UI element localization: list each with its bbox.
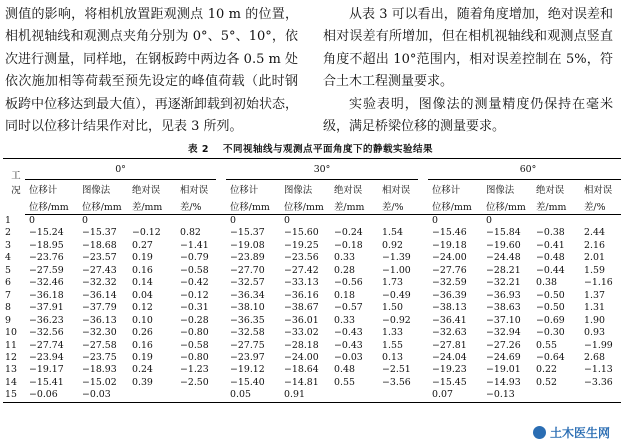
column-header-row-top (3, 180, 621, 198)
table-cell: −0.18 (334, 239, 363, 251)
table-cell: −0.92 (382, 314, 411, 326)
table-cell: −0.48 (536, 252, 565, 264)
watermark-text: 土木医生网 (549, 426, 610, 440)
col-header: 位移/mm (78, 197, 128, 215)
case-cell: 7 (5, 289, 11, 301)
table-cell: −15.41 (29, 376, 64, 388)
table-cell: −28.21 (486, 264, 521, 276)
table-cell: −0.41 (536, 239, 565, 251)
table-cell: −36.93 (486, 289, 521, 301)
table-cell: −19.01 (486, 364, 521, 376)
table-cell: −27.81 (432, 339, 467, 351)
angle-header-30: 30° (226, 159, 418, 180)
table-row (3, 290, 621, 302)
table-cell: −32.94 (486, 327, 521, 339)
table-cell: −24.69 (486, 351, 521, 363)
table-cell: 1.90 (584, 314, 605, 326)
left-text-column (5, 4, 298, 138)
col-header: 相对误 (382, 184, 411, 196)
table-cell: −0.58 (180, 264, 209, 276)
table-cell: 0 (230, 215, 236, 226)
table-row (3, 227, 621, 239)
col-header: 绝对误 (334, 184, 363, 196)
table-cell: −0.28 (180, 314, 209, 326)
table-row (3, 364, 621, 376)
table-cell: −14.81 (284, 376, 319, 388)
table-cell: −0.80 (180, 351, 209, 363)
table-cell: 0.33 (334, 314, 355, 326)
table-cell: 0.26 (132, 327, 153, 339)
left-paragraph-1: 测值的影响，将相机放置距观测点 10 m 的位置，相机视轴线和观测点夹角分别为 0°、5°、10°，依次进行测量，同样地，在钢板跨中两边各 0.5 m 处依次施加相等荷载至预先设定的峰值荷载（此时钢板跨中位移达到最大值），再逐渐卸载到初始状态，同时以位移计结果作对比，见表 3 所列。 (5, 7, 298, 135)
table-cell: −0.06 (25, 389, 78, 402)
table-cell: −0.12 (180, 289, 209, 301)
spacer-cell (418, 215, 428, 228)
table-cell: 0.93 (584, 327, 605, 339)
table-cell: −23.56 (284, 252, 319, 264)
table-cell: −1.39 (382, 252, 411, 264)
table-cell: −18.93 (82, 364, 117, 376)
spacer-cell (216, 240, 226, 252)
table-cell: −3.36 (584, 376, 613, 388)
table-cell: 1.33 (382, 327, 403, 339)
table-cell: 2.01 (584, 252, 605, 264)
col-header: 位移计 (29, 184, 58, 196)
table-cell: 0.28 (334, 264, 355, 276)
table-cell: −1.16 (584, 277, 613, 289)
col-header: 图像法 (486, 184, 515, 196)
right-paragraph-2: 实验表明，图像法的测量精度仍保持在毫米级，满足桥梁位移的测量要求。 (323, 96, 613, 135)
table-cell: 0.82 (180, 227, 201, 239)
table-cell: 1.31 (584, 302, 605, 314)
table-cell: −33.13 (284, 277, 319, 289)
case-cell: 2 (5, 227, 11, 239)
col-header: 位移计 (230, 184, 259, 196)
col-header: 位移/mm (280, 197, 330, 215)
table-caption-number: 表 2 (188, 144, 209, 155)
table-cell (532, 215, 580, 228)
table-cell: −32.57 (230, 277, 265, 289)
table-cell: −32.58 (230, 327, 265, 339)
table-cell: −18.64 (284, 364, 319, 376)
table-cell: −23.89 (230, 252, 265, 264)
table-cell: −36.16 (284, 289, 319, 301)
spacer-cell (418, 315, 428, 327)
spacer-cell (418, 377, 428, 389)
table-cell: 0.33 (334, 252, 355, 264)
table-cell: −32.59 (432, 277, 467, 289)
table-cell: 1.37 (584, 289, 605, 301)
table-cell: −0.50 (536, 289, 565, 301)
table-cell: 0.19 (132, 252, 153, 264)
table-cell: −19.17 (29, 364, 64, 376)
table-cell: −15.45 (432, 376, 467, 388)
table-cell: −19.23 (432, 364, 467, 376)
table-cell: −32.32 (82, 277, 117, 289)
table-cell: −0.12 (132, 227, 161, 239)
table-cell: −32.63 (432, 327, 467, 339)
table-cell: 0.18 (334, 289, 355, 301)
col-header: 相对误 (180, 184, 209, 196)
table-cell: 2.16 (584, 239, 605, 251)
table-cell: −0.13 (482, 389, 532, 402)
table-row (3, 315, 621, 327)
col-header: 绝对误 (132, 184, 161, 196)
spacer-cell (216, 227, 226, 239)
table-cell: −24.00 (284, 351, 319, 363)
table-cell: −0.31 (180, 302, 209, 314)
table-cell: −36.39 (432, 289, 467, 301)
table-cell: −33.02 (284, 327, 319, 339)
table-cell: −15.02 (82, 376, 117, 388)
table-cell: −15.84 (486, 227, 521, 239)
spacer-cell (418, 227, 428, 239)
table-cell (330, 389, 378, 402)
table-cell: −38.67 (284, 302, 319, 314)
table-cell: 0.39 (132, 376, 153, 388)
table-cell: 2.68 (584, 351, 605, 363)
table-cell: −27.42 (284, 264, 319, 276)
table-cell: −0.50 (536, 302, 565, 314)
table-cell: −2.51 (382, 364, 411, 376)
table-row (3, 352, 621, 364)
table-cell: −23.75 (82, 351, 117, 363)
col-header: 相对误 (584, 184, 613, 196)
table-cell: 0.13 (382, 351, 403, 363)
spacer-cell (418, 290, 428, 302)
table-cell: −15.24 (29, 227, 64, 239)
table-cell: −24.04 (432, 351, 467, 363)
table-cell: −28.18 (284, 339, 319, 351)
table-cell: −27.43 (82, 264, 117, 276)
angle-header-60: 60° (428, 159, 621, 180)
table-cell (176, 215, 216, 228)
right-paragraph-1: 从表 3 可以看出，随着角度增加，绝对误差和相对误差有所增加，但在相机视轴线和观测点竖直角度不超出 10°范围内，相对误差控制在 5%，符合土木工程测量要求。 (323, 7, 613, 90)
table-cell: −19.12 (230, 364, 265, 376)
table-cell: −36.14 (82, 289, 117, 301)
table-cell: 0 (432, 215, 438, 226)
table-cell: 0.38 (536, 277, 557, 289)
table-cell: 0.19 (132, 351, 153, 363)
table-cell: −1.99 (584, 339, 613, 351)
table-cell (378, 389, 418, 402)
spacer-cell (216, 315, 226, 327)
case-cell: 6 (5, 277, 11, 289)
table-cell: −0.38 (536, 227, 565, 239)
case-cell: 9 (5, 314, 11, 326)
table-cell: −36.13 (82, 314, 117, 326)
table-cell: −0.49 (382, 289, 411, 301)
case-cell: 13 (5, 364, 17, 376)
table-cell: −15.37 (230, 227, 265, 239)
angle-header-0: 0° (25, 159, 216, 180)
table-cell: −0.64 (536, 351, 565, 363)
col-header: 图像法 (284, 184, 313, 196)
spacer-cell (216, 277, 226, 289)
table-cell: −36.01 (284, 314, 319, 326)
table-cell: −0.56 (334, 277, 363, 289)
spacer-cell (216, 377, 226, 389)
table-cell: −0.79 (180, 252, 209, 264)
table-cell: 0.22 (536, 364, 557, 376)
table-cell: −32.30 (82, 327, 117, 339)
table-cell: −2.50 (180, 376, 209, 388)
table-cell: −0.57 (334, 302, 363, 314)
table-cell: −32.46 (29, 277, 64, 289)
spacer-cell (418, 240, 428, 252)
table-row (3, 252, 621, 264)
table-cell: −27.59 (29, 264, 64, 276)
table-row (3, 240, 621, 252)
table-cell: −1.23 (180, 364, 209, 376)
table-cell: −36.35 (230, 314, 265, 326)
spacer-cell (418, 277, 428, 289)
table-cell: −19.25 (284, 239, 319, 251)
right-text-column (323, 4, 613, 138)
case-cell: 1 (5, 214, 11, 226)
table-cell (580, 389, 621, 402)
table-cell: −23.57 (82, 252, 117, 264)
table-cell: 0 (284, 215, 290, 226)
table-cell: −37.79 (82, 302, 117, 314)
table-cell: 0.07 (428, 389, 482, 402)
spacer-cell (216, 340, 226, 352)
table-row (3, 377, 621, 389)
table-cell: −36.23 (29, 314, 64, 326)
table-cell: −0.80 (180, 327, 209, 339)
table-cell: 0.52 (536, 376, 557, 388)
col-header: 差/% (580, 197, 621, 215)
table-cell: −14.93 (486, 376, 521, 388)
table-cell: 0.92 (382, 239, 403, 251)
spacer-cell (216, 290, 226, 302)
table-cell: 0.91 (280, 389, 330, 402)
table-cell: −0.44 (536, 264, 565, 276)
col-header: 绝对误 (536, 184, 565, 196)
table-cell: −15.60 (284, 227, 319, 239)
table-cell: 0 (82, 215, 88, 226)
table-row (3, 340, 621, 352)
table-cell (128, 215, 176, 228)
col-header: 位移计 (432, 184, 461, 196)
table-cell: −32.21 (486, 277, 521, 289)
table-row (3, 302, 621, 314)
case-header: 工况 (3, 159, 25, 215)
table-cell: 0 (29, 215, 35, 226)
table-cell: −23.97 (230, 351, 265, 363)
spacer-cell (418, 252, 428, 264)
table-cell: −19.08 (230, 239, 265, 251)
table-cell: −24.00 (432, 252, 467, 264)
col-header: 位移/mm (226, 197, 280, 215)
table-cell: −0.03 (78, 389, 128, 402)
table-cell: −38.63 (486, 302, 521, 314)
table-cell: 1.59 (584, 264, 605, 276)
table-cell: 2.44 (584, 227, 605, 239)
table-cell (176, 389, 216, 402)
case-cell: 11 (5, 339, 17, 351)
table-cell (580, 215, 621, 228)
table-cell: −18.68 (82, 239, 117, 251)
table-cell: −27.75 (230, 339, 265, 351)
table-cell: 0.55 (536, 339, 557, 351)
table-cell: −0.24 (334, 227, 363, 239)
case-cell: 5 (5, 264, 11, 276)
table-cell: 0.16 (132, 339, 153, 351)
spacer-cell (216, 364, 226, 376)
table-cell: −32.56 (29, 327, 64, 339)
table-cell: −0.42 (180, 277, 209, 289)
table-cell: 1.55 (382, 339, 403, 351)
table-cell: 1.73 (382, 277, 403, 289)
watermark (530, 423, 613, 442)
table-cell: −27.70 (230, 264, 265, 276)
spacer-cell (216, 215, 226, 228)
table-cell (378, 215, 418, 228)
watermark-logo-icon (533, 426, 546, 439)
spacer-cell (418, 340, 428, 352)
table-body (3, 215, 621, 403)
table-caption (0, 141, 621, 155)
table-cell: −3.56 (382, 376, 411, 388)
table-cell: 0.55 (334, 376, 355, 388)
col-header: 位移/mm (482, 197, 532, 215)
case-cell: 8 (5, 302, 11, 314)
spacer-cell (418, 352, 428, 364)
table-cell: −36.41 (432, 314, 467, 326)
col-header: 差/% (378, 197, 418, 215)
case-cell: 14 (5, 376, 17, 388)
angle-header-row (3, 159, 621, 180)
col-header: 位移/mm (25, 197, 78, 215)
table-cell: −1.41 (180, 239, 209, 251)
table-cell: −15.40 (230, 376, 265, 388)
spacer-cell (216, 302, 226, 314)
table-row (3, 265, 621, 277)
table-cell: −37.10 (486, 314, 521, 326)
table-cell: −19.60 (486, 239, 521, 251)
spacer-cell (216, 389, 226, 402)
table-row (3, 215, 621, 228)
table-cell: −37.91 (29, 302, 64, 314)
table-cell: −19.18 (432, 239, 467, 251)
table-cell: −27.74 (29, 339, 64, 351)
table-cell: 0.14 (132, 277, 153, 289)
col-header: 差/% (176, 197, 216, 215)
table-cell: −0.69 (536, 314, 565, 326)
col-header: 差/mm (330, 197, 378, 215)
results-table (3, 158, 621, 403)
table-cell: −23.94 (29, 351, 64, 363)
table-cell: 0.05 (226, 389, 280, 402)
spacer-cell (418, 364, 428, 376)
table-cell: −15.37 (82, 227, 117, 239)
col-header: 图像法 (82, 184, 111, 196)
case-cell: 12 (5, 351, 17, 363)
table-cell: −1.00 (382, 264, 411, 276)
table-cell: −23.76 (29, 252, 64, 264)
table-cell: 0.10 (132, 314, 153, 326)
table-cell: −1.13 (584, 364, 613, 376)
spacer-cell (216, 352, 226, 364)
column-header-row-bottom (3, 197, 621, 215)
table-cell: −0.43 (334, 339, 363, 351)
table-cell: −27.26 (486, 339, 521, 351)
case-cell: 3 (5, 239, 11, 251)
table-cell: 0.24 (132, 364, 153, 376)
case-cell: 10 (5, 327, 17, 339)
spacer-cell (418, 327, 428, 339)
spacer-cell (418, 302, 428, 314)
table-cell: −15.46 (432, 227, 467, 239)
table-cell (532, 389, 580, 402)
table-cell: −36.18 (29, 289, 64, 301)
table-cell: 0.12 (132, 302, 153, 314)
spacer-cell (216, 327, 226, 339)
spacer-cell (418, 265, 428, 277)
table-row (3, 389, 621, 402)
table-cell (128, 389, 176, 402)
table-cell: −24.48 (486, 252, 521, 264)
table-cell: −36.34 (230, 289, 265, 301)
table-cell: −38.13 (432, 302, 467, 314)
col-header: 差/mm (128, 197, 176, 215)
table-cell: −18.95 (29, 239, 64, 251)
table-row (3, 277, 621, 289)
table-cell: −27.76 (432, 264, 467, 276)
col-header: 差/mm (532, 197, 580, 215)
table-cell: 0.48 (334, 364, 355, 376)
spacer-cell (216, 265, 226, 277)
table-row (3, 327, 621, 339)
table-cell: −27.58 (82, 339, 117, 351)
table-cell: 0.16 (132, 264, 153, 276)
table-cell: −0.30 (536, 327, 565, 339)
table-cell: −38.10 (230, 302, 265, 314)
table-cell: 1.50 (382, 302, 403, 314)
table-cell (330, 215, 378, 228)
table-cell: 1.54 (382, 227, 403, 239)
table-cell: −0.03 (334, 351, 363, 363)
spacer-cell (418, 389, 428, 402)
table-cell: 0.27 (132, 239, 153, 251)
col-header: 位移/mm (428, 197, 482, 215)
table-cell: 0.04 (132, 289, 153, 301)
table-cell: −0.58 (180, 339, 209, 351)
table-caption-text: 不同视轴线与观测点平面角度下的静载实验结果 (222, 144, 433, 155)
case-cell: 4 (5, 252, 11, 264)
case-cell: 15 (3, 389, 25, 402)
table-cell: 0 (486, 215, 492, 226)
table-cell: −0.43 (334, 327, 363, 339)
spacer-cell (216, 252, 226, 264)
